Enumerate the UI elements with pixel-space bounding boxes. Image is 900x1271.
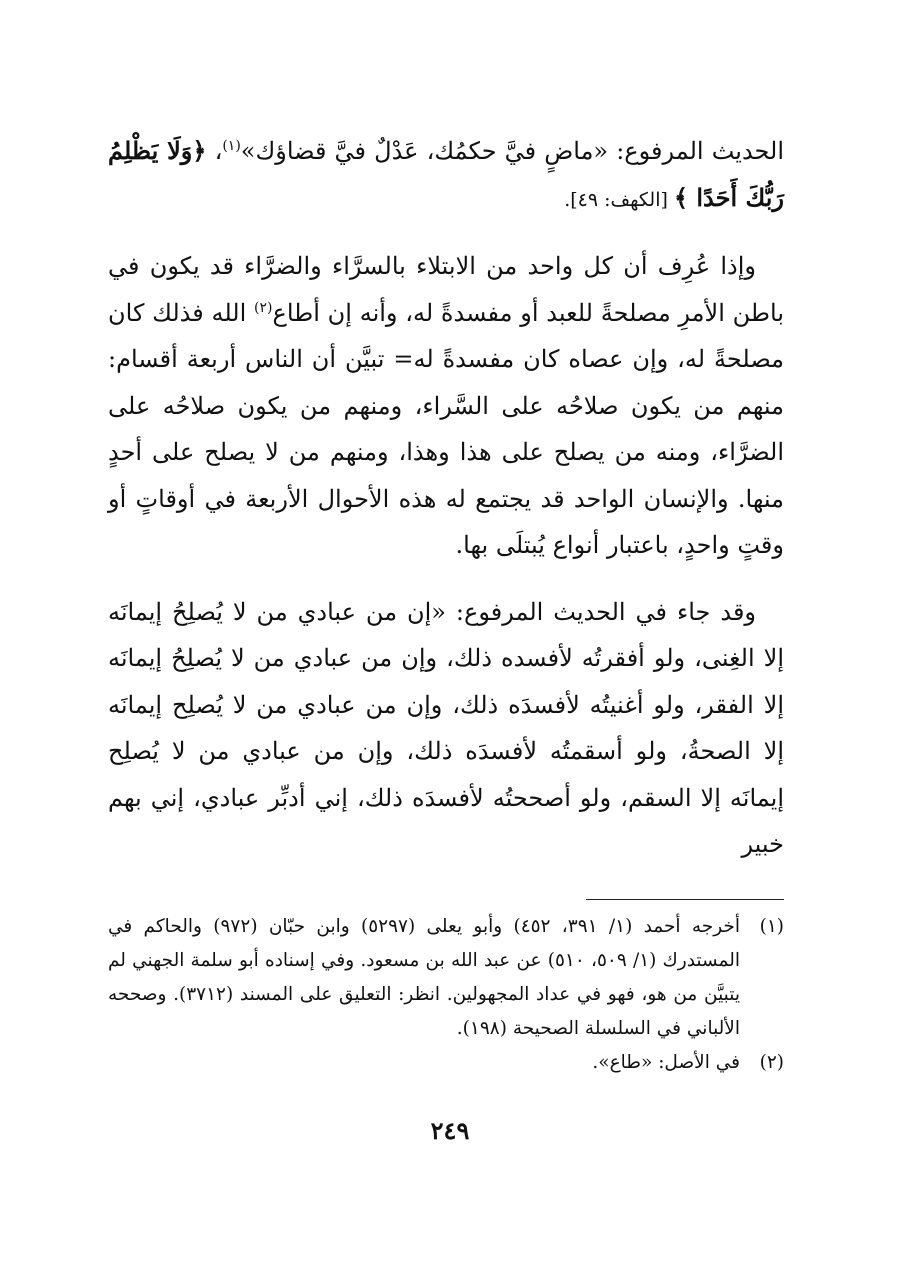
hadith-quote: الحديث المرفوع: «ماضٍ فيَّ حكمُك، عَدْلٌ فيَّ قضاؤك»: [240, 137, 785, 165]
footnote-number: (٢): [759, 1052, 784, 1073]
footnote-item: [108, 1046, 784, 1080]
footnotes: [108, 910, 784, 1080]
footnote-marker-1: (١): [222, 138, 241, 154]
verse-reference: [الكهف: ٤٩].: [564, 188, 674, 211]
main-text: [108, 128, 784, 888]
footnote-text: في الأصل: «طاع».: [592, 1052, 740, 1073]
paragraph-2-text-b: الله فذلك كان مصلحةً له، وإن عصاه كان مفسدةً له= تبيَّن أن الناس أربعة أقسام: منهم من يكون صلاحُه على السَّراء، ومنهم من يكون صلاحُه على الضرَّاء، ومنه من يصلح على هذا وهذا، ومنهم من لا يصلح على أحدٍ منها. والإنسان الواحد قد يجتمع له هذه الأحوال الأربعة في أوقاتٍ أو وقتٍ واحدٍ، باعتبار أنواع يُبتلَى بها.: [108, 298, 785, 559]
paragraph-1: [108, 128, 784, 223]
footnote-text: أخرجه أحمد (١/ ٣٩١، ٤٥٢) وأبو يعلى (٥٢٩٧) وابن حبّان (٩٧٢) والحاكم في المستدرك (١/ ٥٠٩، ٥١٠) عن عبد الله بن مسعود. وفي إسناده أبو سلمة الجهني لم يتبيَّن من هو، فهو في عداد المجهولين. انظر: التعليق على المسند (٣٧١٢). وصححه الألباني في السلسلة الصحيحة (١٩٨).: [108, 916, 741, 1039]
paragraph-3: وقد جاء في الحديث المرفوع: «إن من عبادي من لا يُصلِحُ إيمانَه إلا الغِنى، ولو أفقرتُه لأفسده ذلك، وإن من عبادي من لا يُصلِحُ إيمانَه إلا الفقر، ولو أغنيتُه لأفسدَه ذلك، وإن من عبادي من لا يُصلِح إيمانَه إلا الصحةُ، ولو أسقمتُه لأفسدَه ذلك، وإن من عبادي من لا يُصلِح إيمانَه إلا السقم، ولو أصححتُه لأفسدَه ذلك، إني أدبِّر عبادي، إني بهم خبير: [108, 597, 784, 858]
paragraph-2-text-a: وإذا عُرِف أن كل واحد من الابتلاء بالسرَّاء والضرَّاء قد يكون في باطن الأمرِ مصلحةً للعبد أو مفسدةً له، وأنه إن أطاع: [108, 252, 784, 327]
paragraph-2: [108, 243, 784, 569]
quran-verse: ﴿وَلَا يَظْلِمُ رَبُّكَ أَحَدًا ﴾: [108, 136, 784, 212]
page-number: ٢٤٩: [430, 1116, 470, 1145]
footnote-number: (١): [759, 916, 784, 937]
footnote-marker-2: (٢): [254, 299, 273, 316]
separator-text: ،: [206, 137, 223, 165]
footnote-item: [108, 910, 784, 1046]
footnote-divider: [586, 899, 784, 900]
